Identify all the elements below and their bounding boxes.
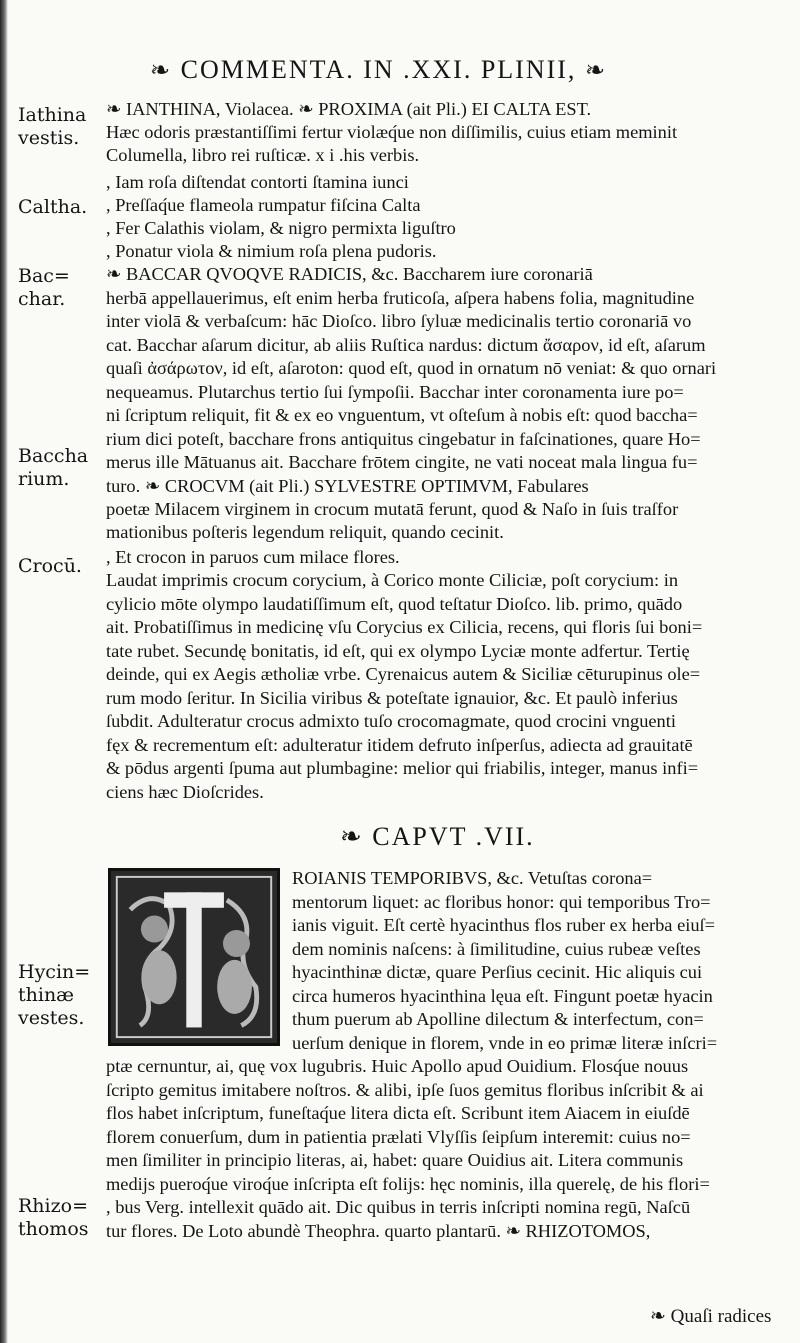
decorated-initial <box>108 868 280 1046</box>
text-line: mentorum liquet: ac floribus honor: qui temporibus Tro= <box>292 892 711 912</box>
text-line: ianis viguit. Eſt certè hyacinthus flos ruber ex herba eiuſ= <box>292 915 716 935</box>
text-line: cylicio mōte olympo laudatiſſimum eſt, quod teſtatur Dioſco. lib. primo, quādo <box>106 594 683 614</box>
text-line: ROIANIS TEMPORIBVS, &c. Vetuſtas corona= <box>292 868 653 888</box>
text-line: deinde, qui ex Aegis ætholiæ vrbe. Cyrenaicus autem & Siciliæ cēturupinus ole= <box>106 664 701 684</box>
text-line: hyacinthinæ dictæ, quare Perſius cecinit. Hic aliquis cui <box>292 962 703 982</box>
text-line: florem conuerſum, dum in patientia prælati Vlyſſis ſeipſum interemit: cuius no= <box>106 1127 691 1147</box>
text-line: mationibus poſteris legendum reliquit, quando cecinit. <box>106 522 504 542</box>
text-line: thum puerum ab Apolline dilectum & interfectum, con= <box>292 1009 704 1029</box>
text-line: tur flores. De Loto abundè Theophra. quarto plantarū. ❧ RHIZOTOMOS, <box>106 1221 651 1241</box>
header-title: COMMENTA. IN .XXI. PLINII, <box>180 55 577 84</box>
text-line: ſcripto gemitus imitabere noſtros. & alibi, ipſe ſuos gemitus floribus inſcribit & ai <box>106 1080 704 1100</box>
text-line: & pōdus argenti ſpuma aut plumbagine: melior qui friabilis, integer, manus infi= <box>106 758 699 778</box>
text-line: , Et crocon in paruos cum milace flores. <box>106 547 400 567</box>
text-line: Hæc odoris præstantiſſimi fertur violæq́ue non diſſimilis, cuius etiam meminit <box>106 122 678 142</box>
text-line: nequeamus. Plutarchus tertio ſui ſympoſii. Bacchar inter coronamenta iure po= <box>106 382 684 402</box>
page-edge-shadow <box>0 0 8 1343</box>
text-line: , Preſſaq́ue flameola rumpatur fiſcina Calta <box>106 195 421 215</box>
text-line: fęx & recrementum eſt: adulteratur itidem defruto inſperſus, adiecta ad grauitatē <box>106 735 693 755</box>
margin-note: Iathina vestis. <box>18 104 87 149</box>
initial-letter: T <box>194 967 195 969</box>
text-line: Columella, libro rei ruſticæ. x i .his verbis. <box>106 145 420 165</box>
text-line: dem nominis naſcens: à ſimilitudine, cuius rubeæ veſtes <box>292 939 701 959</box>
margin-note: Hycin= thinæ vestes. <box>18 961 91 1029</box>
text-line: ſubdit. Adulteratur crocus admixto tuſo crocomagmate, quod crocini vnguenti <box>106 711 676 731</box>
text-line: medijs pueroq́ue viroq́ue inſcripta eſt folijs: hęc nominis, illa querelę, de his flori= <box>106 1174 710 1194</box>
margin-note: Caltha. <box>18 196 88 218</box>
text-line: cat. Bacchar aſarum dicitur, ab aliis Ruſtica nardus: dictum ἄσαρον, id eſt, aſarum <box>106 335 706 355</box>
margin-note: Rhizo= thomos <box>18 1195 89 1240</box>
decorated-initial-image <box>111 871 277 1043</box>
text-line: tate rubet. Secundę bonitatis, id eſt, qui ex olympo Lyciæ monte adfertur. Tertię <box>106 641 690 661</box>
chapter-heading <box>340 822 535 852</box>
text-line: ptæ cernuntur, ai, quę vox lugubris. Huic Apollo apud Ouidium. Flosq́ue nouus <box>106 1056 689 1076</box>
text-line: turo. ❧ CROCVM (ait Pli.) SYLVESTRE OPTIMVM, Fabulares <box>106 476 589 496</box>
text-line: , Iam roſa diſtendat contorti ſtamina iunci <box>106 172 409 192</box>
text-line: Laudat imprimis crocum corycium, à Corico monte Ciliciæ, poſt corycium: in <box>106 570 679 590</box>
text-line: poetæ Milacem virginem in crocum mutatā ferunt, quod & Naſo in ſuis traſfor <box>106 499 679 519</box>
text-line: , Ponatur viola & nimium roſa plena pudoris. <box>106 241 437 261</box>
fleuron-icon: ❧ <box>340 822 364 851</box>
text-line: quaſi ἀσάρωτον, id eſt, aſaroton: quod eſt, quod in ornatum nō veniat: & quo ornari <box>106 358 717 378</box>
text-line: merus ille Mātuanus ait. Bacchare frōtem cingite, ne vati noceat mala lingua fu= <box>106 452 698 472</box>
text-line: herbā appellauerimus, eſt enim herba fruticoſa, aſpera habens folia, magnitudine <box>106 288 695 308</box>
text-line: ❧ BACCAR QVOQVE RADICIS, &c. Baccharem iure coronariā <box>106 264 593 284</box>
margin-note: Baccha rium. <box>18 445 89 490</box>
fleuron-left-icon: ❧ <box>150 58 173 84</box>
text-line: ciens hæc Dioſcrides. <box>106 782 264 802</box>
margin-note: Bac= char. <box>18 265 70 310</box>
text-line: circa humeros hyacinthina lęua eſt. Fingunt poetæ hyacin <box>292 986 713 1006</box>
text-line: rium dici poteſt, bacchare frons antiquitus cingebatur in faſcinationes, quare Ho= <box>106 429 701 449</box>
fleuron-right-icon: ❧ <box>584 58 608 84</box>
text-line: ❧ IANTHINA, Violacea. ❧ PROXIMA (ait Pli.) EI CALTA EST. <box>106 99 592 119</box>
text-line: rum modo ſeritur. In Sicilia viribus & poteſtate ignauior, &c. Et paulò inferius <box>106 688 678 708</box>
margin-note: Crocū. <box>18 555 82 577</box>
text-line: flos habet inſcriptum, funeſtaq́ue litera dicta eſt. Scribunt item Aiacem in eiuſdē <box>106 1103 690 1123</box>
text-line: , Fer Calathis violam, & nigro permixta liguſtro <box>106 218 456 238</box>
catchword: ❧ Quaſi radices <box>650 1306 772 1327</box>
chapter-title: CAPVT .VII. <box>372 822 535 851</box>
text-line: ni ſcriptum reliquit, fit & ex eo vnguentum, vt oſteſum à nobis eſt: quod baccha= <box>106 405 698 425</box>
text-line: uerſum denique in florem, vnde in eo primæ literæ inſcri= <box>292 1033 718 1053</box>
text-line: inter violā & verbaſcum: hāc Dioſco. libro ſyluæ medicinalis tertio coronariā vo <box>106 311 692 331</box>
running-header <box>150 55 730 85</box>
text-line: men ſimiliter in principio literas, ai, habet: quare Ouidius ait. Litera communis <box>106 1150 684 1170</box>
text-line: ait. Probatiſſimus in medicinę vſu Corycius ex Cilicia, recens, qui floris ſui boni= <box>106 617 703 637</box>
text-line: , bus Verg. intellexit quādo ait. Dic quibus in terris inſcripti nomina regū, Naſcū <box>106 1197 691 1217</box>
